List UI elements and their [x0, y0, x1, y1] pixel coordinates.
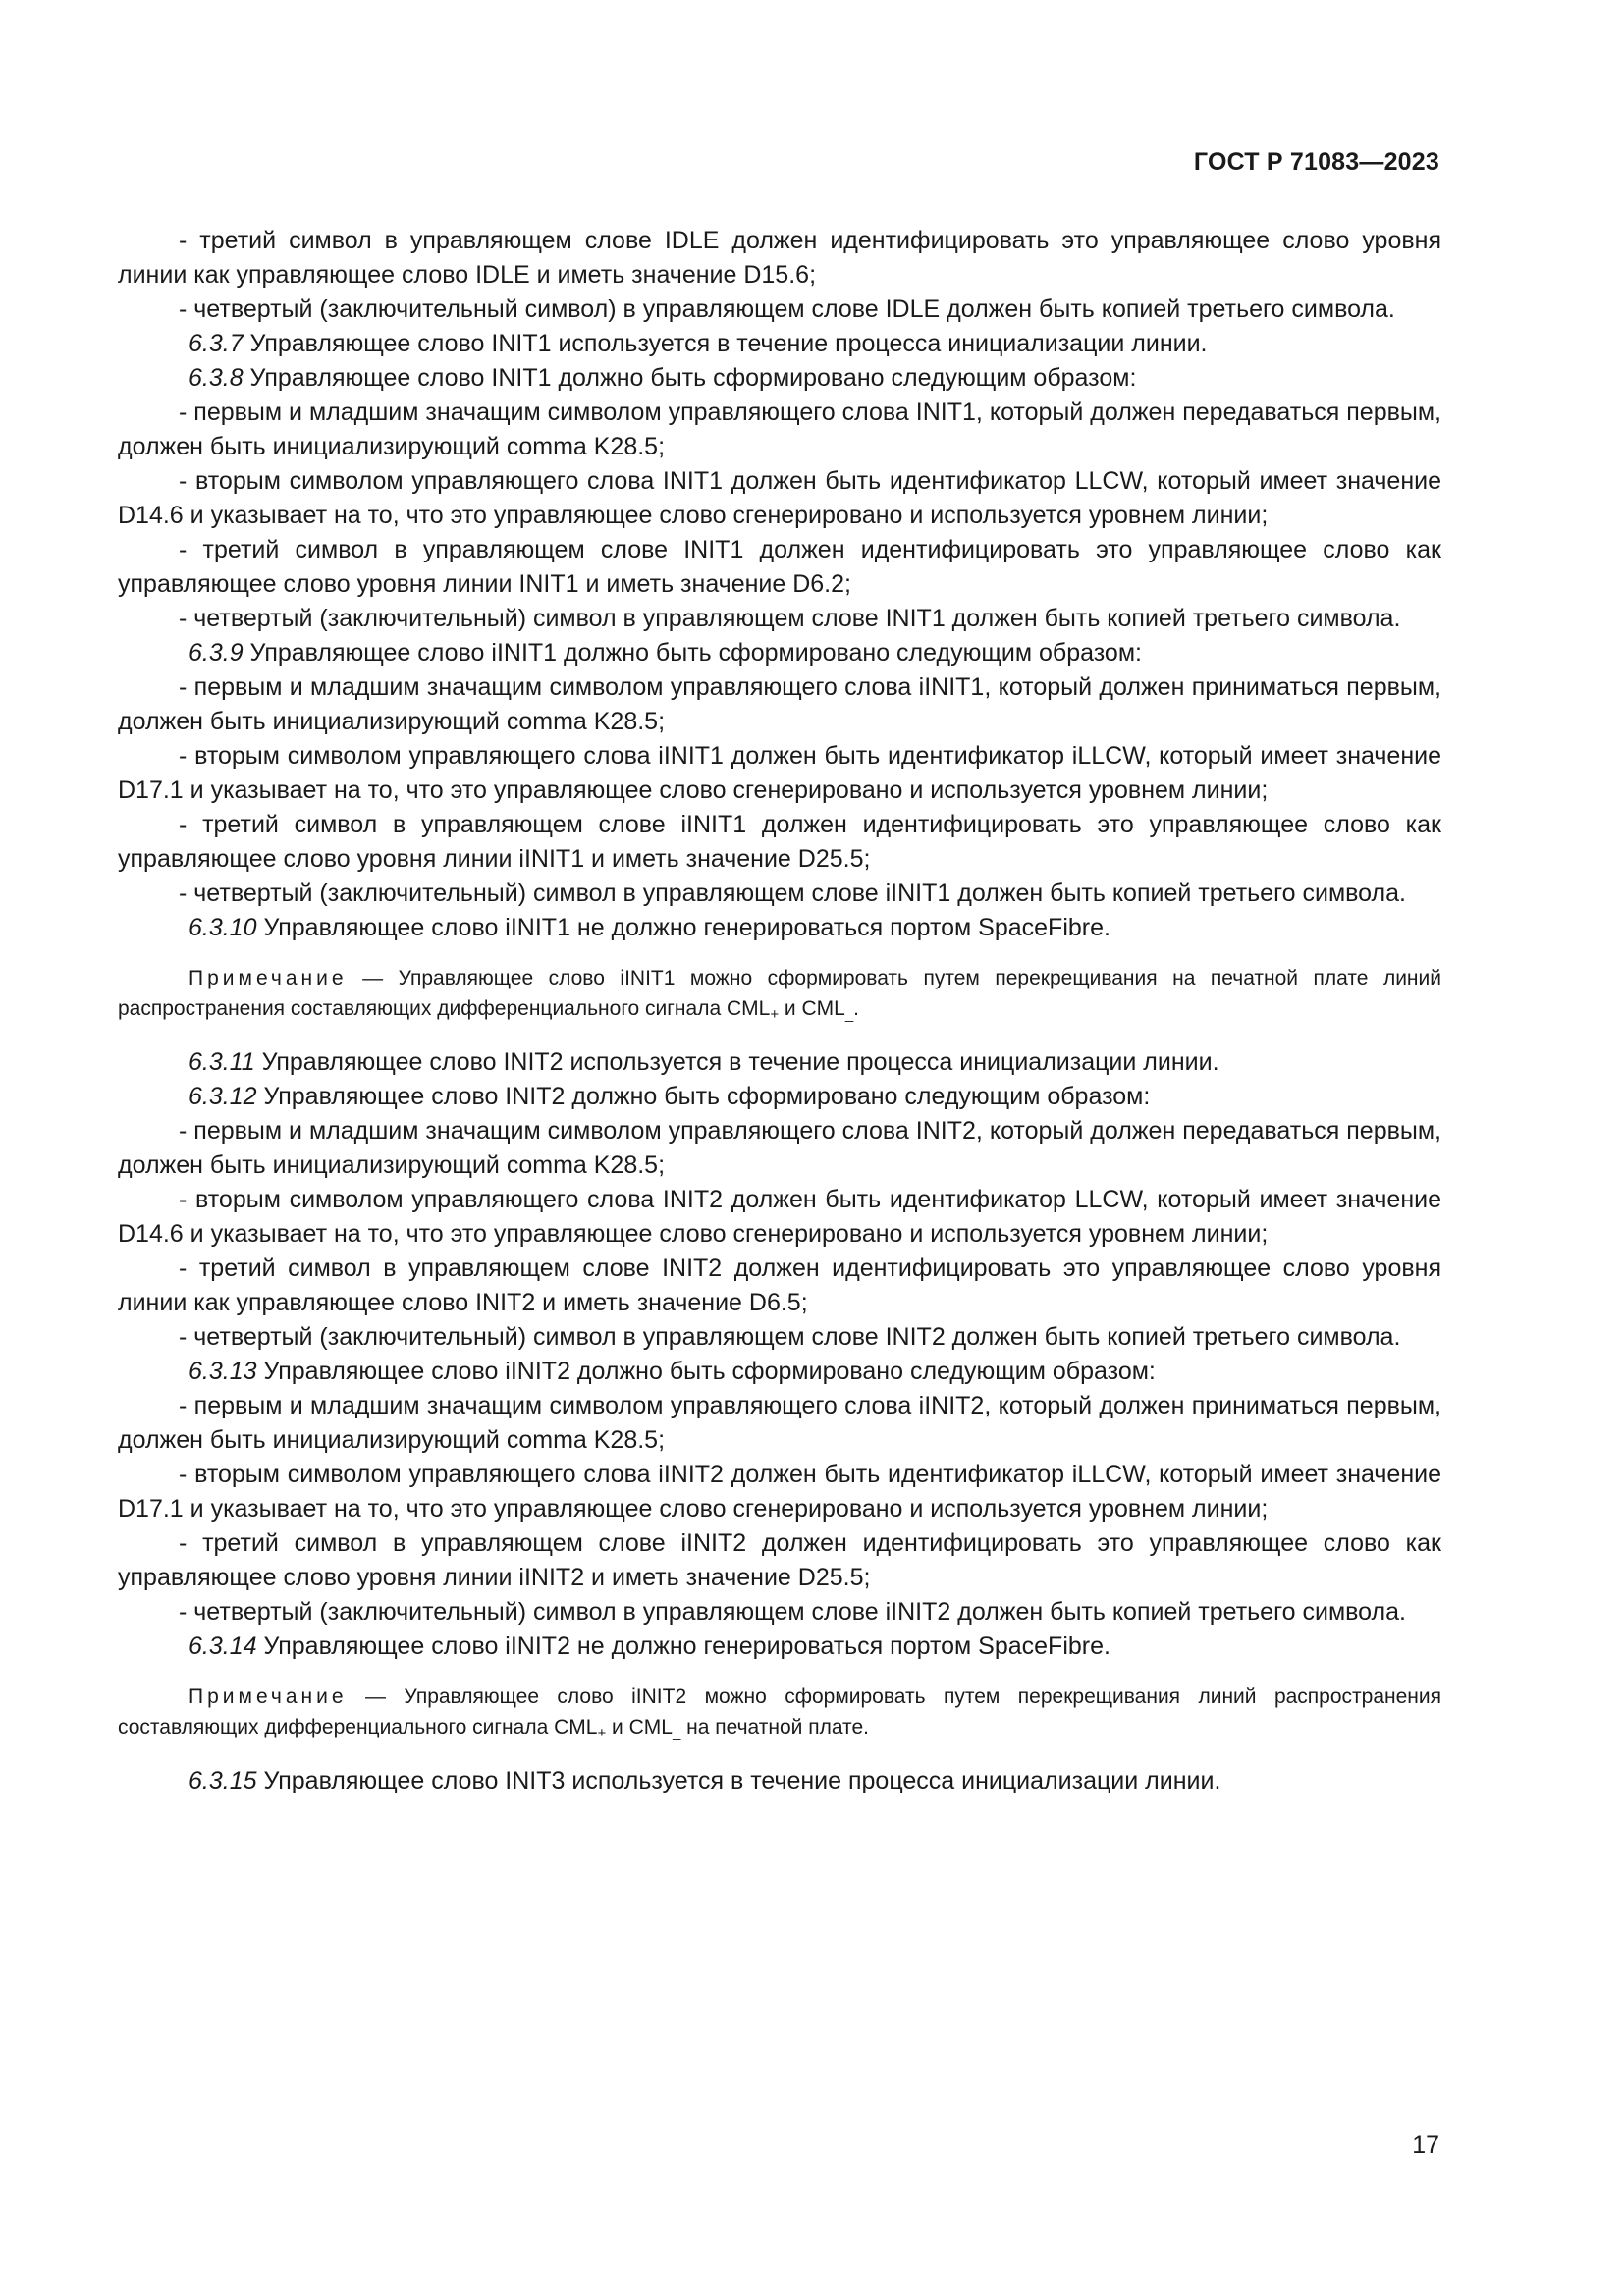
list-item-paragraph [118, 1458, 1441, 1526]
paragraph-text: - первым и младшим значащим символом управляющего слова iINIT1, который должен приниматься первым, должен быть инициализирующий comma K28.5; [118, 673, 1441, 735]
clause-number: 6.3.13 [189, 1358, 257, 1385]
list-item-paragraph [118, 224, 1441, 293]
clause-paragraph [118, 1355, 1441, 1389]
list-item-paragraph [118, 1252, 1441, 1320]
note-subscript-plus: + [770, 1006, 780, 1023]
note-label: Примечание [189, 1685, 348, 1708]
list-item-paragraph [118, 1183, 1441, 1252]
paragraph-text: Управляющее слово INIT2 используется в течение процесса инициализации линии. [254, 1048, 1219, 1076]
clause-number: 6.3.9 [189, 639, 244, 667]
paragraph-text: - вторым символом управляющего слова iINIT2 должен быть идентификатор iLLCW, который имеет значение D17.1 и указывает на то, что это управляющее слово сгенерировано и используется уровнем линии; [118, 1461, 1441, 1522]
paragraph-group-1 [118, 224, 1441, 945]
clause-number: 6.3.10 [189, 914, 257, 941]
paragraph-text: Управляющее слово INIT2 должно быть сформировано следующим образом: [256, 1083, 1151, 1110]
clause-paragraph [118, 636, 1441, 670]
paragraph-text: - вторым символом управляющего слова INIT2 должен быть идентификатор LLCW, который имеет значение D14.6 и указывает на то, что это управляющее слово сгенерировано и используется уровнем линии; [118, 1186, 1441, 1248]
clause-number: 6.3.14 [189, 1632, 257, 1660]
note-subscript-plus: + [597, 1725, 607, 1741]
list-item-paragraph [118, 1526, 1441, 1595]
paragraph-text: Управляющее слово INIT1 должно быть сформировано следующим образом: [243, 364, 1137, 392]
clause-paragraph [118, 911, 1441, 945]
list-item-paragraph [118, 293, 1441, 327]
clause-number: 6.3.7 [189, 330, 244, 357]
clause-number: 6.3.15 [189, 1767, 257, 1794]
clause-number: 6.3.11 [189, 1048, 255, 1076]
paragraph-text: Управляющее слово INIT3 используется в течение процесса инициализации линии. [256, 1767, 1221, 1794]
paragraph-text: - первым и младшим значащим символом управляющего слова INIT2, который должен передаваться первым, должен быть инициализирующий comma K28.5; [118, 1117, 1441, 1179]
list-item-paragraph [118, 808, 1441, 877]
clause-paragraph [118, 1764, 1441, 1798]
note-text-a: — Управляющее слово iINIT2 можно сформировать путем перекрещивания линий распространения составляющих дифференциального сигнала CML [118, 1685, 1441, 1738]
clause-paragraph [118, 327, 1441, 361]
note-text-a: — Управляющее слово iINIT1 можно сформировать путем перекрещивания на печатной плате линий распространения составляющих дифференциального сигнала CML [118, 967, 1441, 1020]
list-item-paragraph [118, 1595, 1441, 1629]
note-1 [118, 963, 1441, 1024]
page-number: 17 [1412, 2131, 1439, 2159]
paragraph-group-3 [118, 1764, 1441, 1798]
paragraph-text: - третий символ в управляющем слове IDLE должен идентифицировать это управляющее слово уровня линии как управляющее слово IDLE и иметь значение D15.6; [118, 227, 1441, 289]
paragraph-text: - вторым символом управляющего слова iINIT1 должен быть идентификатор iLLCW, который имеет значение D17.1 и указывает на то, что это управляющее слово сгенерировано и используется уровнем линии; [118, 742, 1441, 804]
paragraph-text: - четвертый (заключительный) символ в управляющем слове iINIT2 должен быть копией третьего символа. [179, 1598, 1406, 1626]
list-item-paragraph [118, 602, 1441, 636]
paragraph-text: - четвертый (заключительный) символ в управляющем слове iINIT1 должен быть копией третьего символа. [179, 880, 1406, 907]
clause-number: 6.3.12 [189, 1083, 257, 1110]
paragraph-group-2 [118, 1045, 1441, 1664]
list-item-paragraph [118, 670, 1441, 739]
note-text-b: и CML [779, 997, 845, 1020]
clause-paragraph [118, 361, 1441, 396]
paragraph-text: - третий символ в управляющем слове iINIT1 должен идентифицировать это управляющее слово как управляющее слово уровня линии iINIT1 и иметь значение D25.5; [118, 811, 1441, 873]
paragraph-text: - четвертый (заключительный) символ в управляющем слове INIT2 должен быть копией третьего символа. [179, 1323, 1401, 1351]
paragraph-text: - вторым символом управляющего слова INIT1 должен быть идентификатор LLCW, который имеет значение D14.6 и указывает на то, что это управляющее слово сгенерировано и используется уровнем линии; [118, 467, 1441, 529]
list-item-paragraph [118, 533, 1441, 602]
note-text-c: на печатной плате. [680, 1716, 869, 1738]
list-item-paragraph [118, 1320, 1441, 1355]
clause-number: 6.3.8 [189, 364, 244, 392]
list-item-paragraph [118, 1114, 1441, 1183]
note-text-c: . [853, 997, 860, 1020]
document-body [118, 224, 1441, 1798]
paragraph-text: - третий символ в управляющем слове INIT2 должен идентифицировать это управляющее слово уровня линии как управляющее слово INIT2 и иметь значение D6.5; [118, 1255, 1441, 1316]
paragraph-text: Управляющее слово iINIT1 должно быть сформировано следующим образом: [243, 639, 1142, 667]
paragraph-text: - третий символ в управляющем слове INIT1 должен идентифицировать это управляющее слово как управляющее слово уровня линии INIT1 и иметь значение D6.2; [118, 536, 1441, 598]
paragraph-text: Управляющее слово iINIT1 не должно генерироваться портом SpaceFibre. [256, 914, 1110, 941]
clause-paragraph [118, 1045, 1441, 1080]
paragraph-text: - четвертый (заключительный) символ в управляющем слове INIT1 должен быть копией третьего символа. [179, 605, 1401, 632]
list-item-paragraph [118, 877, 1441, 911]
note-subscript-minus: _ [844, 1006, 854, 1023]
clause-paragraph [118, 1629, 1441, 1664]
note-label: Примечание [189, 967, 348, 989]
note-text-b: и CML [606, 1716, 673, 1738]
clause-paragraph [118, 1080, 1441, 1114]
document-header: ГОСТ Р 71083—2023 [1193, 148, 1439, 176]
paragraph-text: - третий символ в управляющем слове iINIT2 должен идентифицировать это управляющее слово как управляющее слово уровня линии iINIT2 и иметь значение D25.5; [118, 1529, 1441, 1591]
paragraph-text: Управляющее слово iINIT2 не должно генерироваться портом SpaceFibre. [256, 1632, 1110, 1660]
list-item-paragraph [118, 739, 1441, 808]
note-subscript-minus: _ [672, 1725, 681, 1741]
paragraph-text: - первым и младшим значащим символом управляющего слова INIT1, который должен передаваться первым, должен быть инициализирующий comma K28.5; [118, 399, 1441, 460]
note-2 [118, 1682, 1441, 1742]
paragraph-text: - четвертый (заключительный символ) в управляющем слове IDLE должен быть копией третьего символа. [179, 295, 1395, 323]
list-item-paragraph [118, 464, 1441, 533]
paragraph-text: Управляющее слово iINIT2 должно быть сформировано следующим образом: [256, 1358, 1156, 1385]
paragraph-text: - первым и младшим значащим символом управляющего слова iINIT2, который должен приниматься первым, должен быть инициализирующий comma K28.5; [118, 1392, 1441, 1454]
list-item-paragraph [118, 396, 1441, 464]
list-item-paragraph [118, 1389, 1441, 1458]
paragraph-text: Управляющее слово INIT1 используется в течение процесса инициализации линии. [243, 330, 1208, 357]
